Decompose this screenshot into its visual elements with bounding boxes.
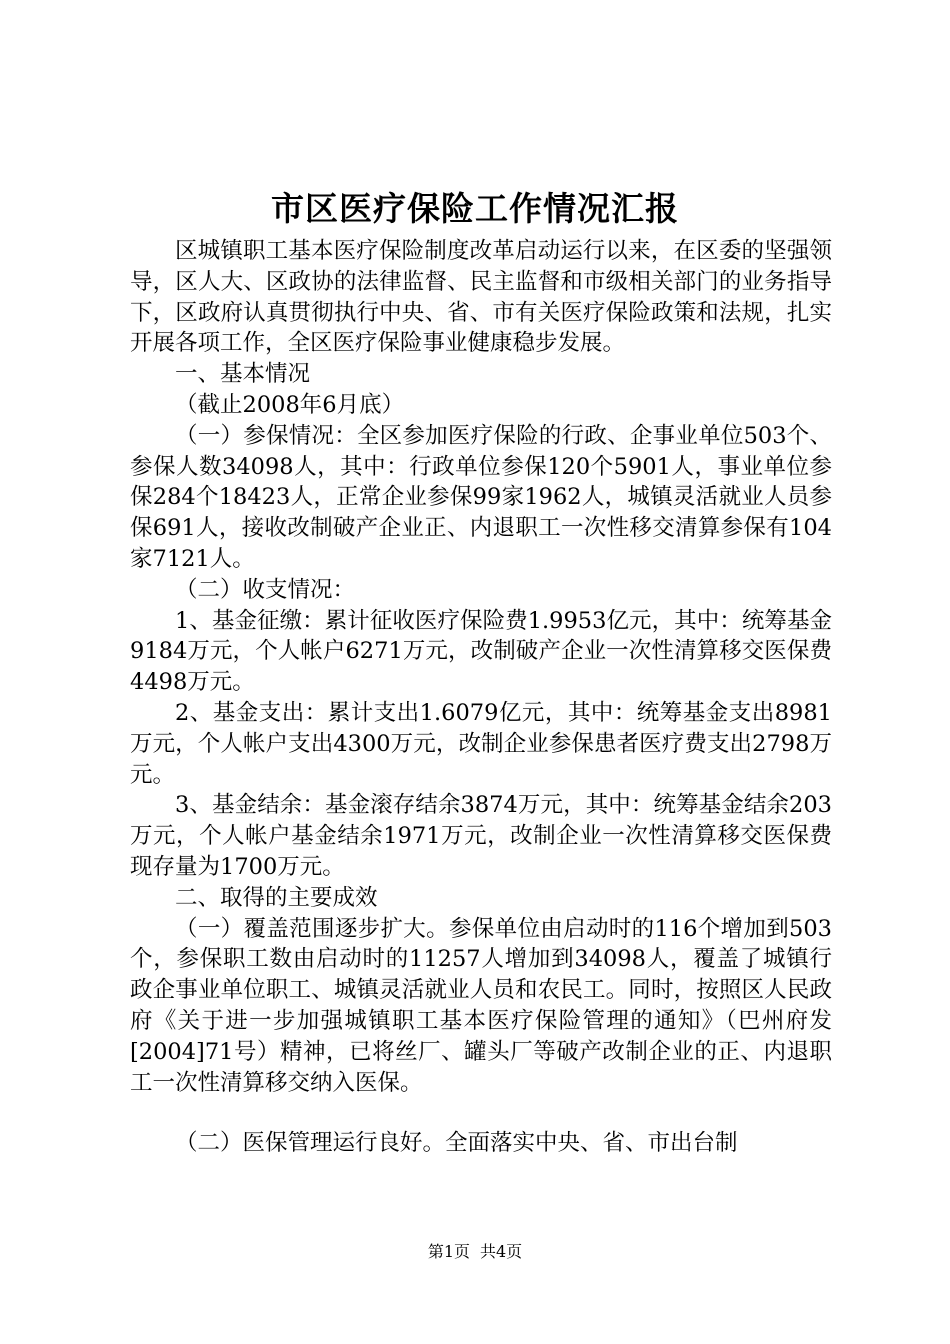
paragraph-intro: 区城镇职工基本医疗保险制度改革启动运行以来，在区委的坚强领导，区人大、区政协的法律监督、民主监督和市级相关部门的业务指导下，区政府认真贯彻执行中央、省、市有关医疗保险政策和法规，扎实开展各项工作，全区医疗保险事业健康稳步发展。	[130, 238, 832, 357]
date-note: （截止2008年6月底）	[175, 391, 405, 418]
page-number: 第1页	[427, 1242, 470, 1261]
paragraph-management: （二）医保管理运行良好。全面落实中央、省、市出台制	[175, 1130, 738, 1157]
document-title: 市区医疗保险工作情况汇报	[271, 189, 679, 228]
page-footer	[0, 1240, 950, 1264]
section-heading-achievements: 二、取得的主要成效	[175, 884, 378, 911]
paragraph-fund-expenditure: 2、基金支出：累计支出1.6079亿元，其中：统筹基金支出8981万元，个人帐户支出4300万元，改制企业参保患者医疗费支出2798万元。	[130, 699, 832, 788]
section-heading-basic-situation: 一、基本情况	[175, 361, 311, 388]
subheading-income-expenditure: （二）收支情况：	[175, 576, 356, 603]
page-total: 共4页	[480, 1242, 523, 1261]
document-body	[130, 236, 832, 1159]
paragraph-enrollment: （一）参保情况：全区参加医疗保险的行政、企事业单位503个、参保人数34098人，其中：行政单位参保120个5901人，事业单位参保284个18423人，正常企业参保99家1962人，城镇灵活就业人员参保691人，接收改制破产企业正、内退职工一次性移交清算参保有104家7121人。	[130, 422, 832, 572]
paragraph-coverage: （一）覆盖范围逐步扩大。参保单位由启动时的116个增加到503个，参保职工数由启动时的11257人增加到34098人，覆盖了城镇行政企事业单位职工、城镇灵活就业人员和农民工。同时，按照区人民政府《关于进一步加强城镇职工基本医疗保险管理的通知》（巴州府发[2004]71号）精神，已将丝厂、罐头厂等破产改制企业的正、内退职工一次性清算移交纳入医保。	[130, 915, 832, 1096]
paragraph-fund-collection: 1、基金征缴：累计征收医疗保险费1.9953亿元，其中：统筹基金9184万元，个人帐户6271万元，改制破产企业一次性清算移交医保费4498万元。	[130, 607, 832, 696]
paragraph-fund-balance: 3、基金结余：基金滚存结余3874万元，其中：统筹基金结余203万元，个人帐户基金结余1971万元，改制企业一次性清算移交医保费现存量为1700万元。	[130, 792, 832, 880]
